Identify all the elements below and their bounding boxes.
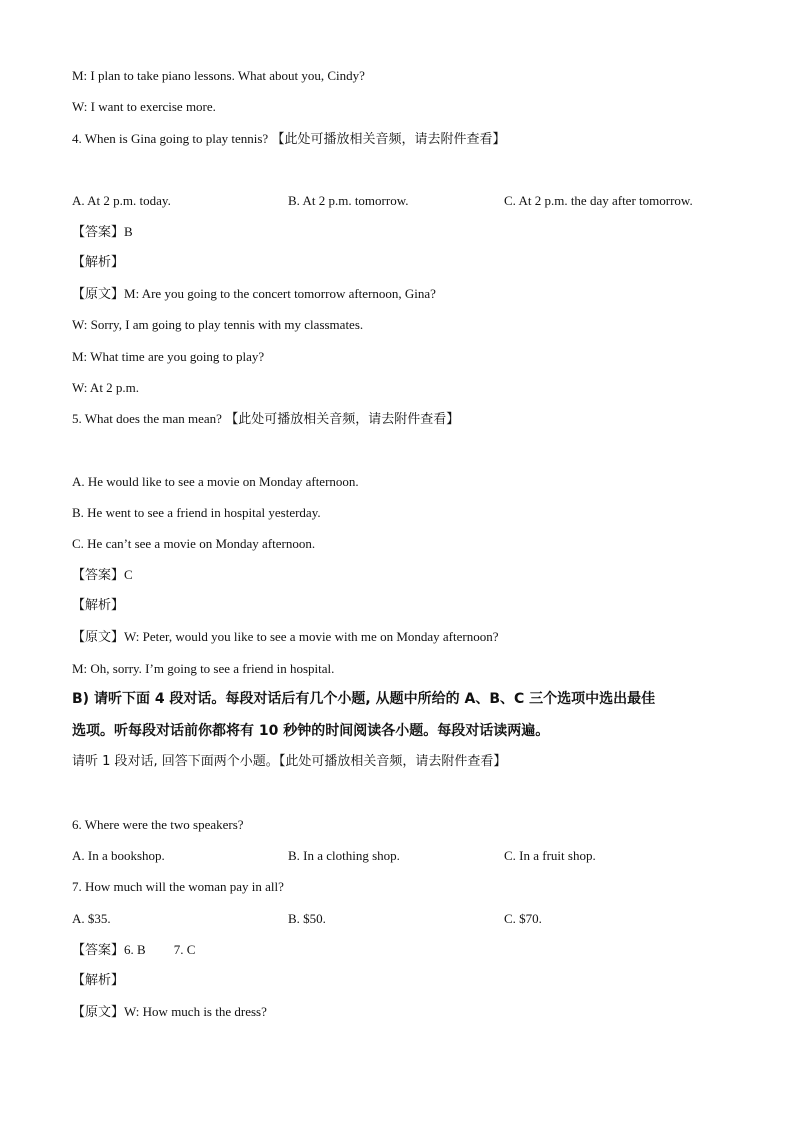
analysis-label: 【解析】 [72,598,125,613]
question-text: 5. What does the man mean? [72,411,222,426]
answer-value: B [124,224,133,239]
answer-label: 【答案】 [72,943,125,958]
question-7: 7. How much will the woman pay in all? [72,879,284,894]
section-b-instructions: 选项。听每段对话前你都将有 10 秒钟的时间阅读各小题。每段对话读两遍。 [72,723,550,739]
transcript-line [72,285,436,304]
transcript-line: M: Oh, sorry. I’m going to see a friend in hospital. [72,661,335,676]
option-a: A. $35. [72,911,111,926]
option-a: A. He would like to see a movie on Monday afternoon. [72,474,359,489]
option-c: C. $70. [504,911,542,926]
transcript-line: W: Sorry, I am going to play tennis with my classmates. [72,317,364,332]
dialog-line: W: I want to exercise more. [72,99,216,114]
option-a: A. In a bookshop. [72,848,165,863]
transcript-text: M: Are you going to the concert tomorrow afternoon, Gina? [124,286,436,301]
transcript-line: W: At 2 p.m. [72,380,140,395]
original-label: 【原文】 [72,630,125,645]
analysis-label: 【解析】 [72,255,125,270]
question-4-options [72,192,732,210]
section-b-instructions: B) 请听下面 4 段对话。每段对话后有几个小题, 从题中所给的 A、B、C 三个选项中选出最佳 [72,691,656,707]
option-b: B. At 2 p.m. tomorrow. [288,193,409,208]
option-b: B. $50. [288,911,326,926]
question-7-options [72,910,732,928]
audio-note-link[interactable]: 【此处可播放相关音频，请去附件查看】 [271,132,506,147]
transcript-text: W: How much is the dress? [124,1004,267,1019]
option-c: C. At 2 p.m. the day after tomorrow. [504,193,693,208]
transcript-text: W: Peter, would you like to see a movie with me on Monday afternoon? [124,629,499,644]
dialog-intro-text: 请听 1 段对话, 回答下面两个小题。 [72,754,279,769]
original-label: 【原文】 [72,1005,125,1020]
answer-row [72,941,195,960]
option-c: C. He can’t see a movie on Monday afternoon. [72,536,316,551]
answer-row [72,223,133,242]
answer-value: 7. C [173,942,196,957]
question-text: 4. When is Gina going to play tennis? [72,131,269,146]
transcript-line [72,1003,267,1022]
dialog-line: M: I plan to take piano lessons. What about you, Cindy? [72,68,365,83]
transcript-line [72,628,498,647]
option-a: A. At 2 p.m. today. [72,193,171,208]
audio-note-link[interactable]: 【此处可播放相关音频，请去附件查看】 [225,412,460,427]
original-label: 【原文】 [72,287,125,302]
answer-value: 6. B [124,942,146,957]
option-b: B. In a clothing shop. [288,848,400,863]
option-c: C. In a fruit shop. [504,848,596,863]
dialog-intro [72,753,506,771]
answer-row [72,566,133,585]
question-5 [72,410,459,429]
question-6-options [72,847,732,865]
option-b: B. He went to see a friend in hospital yesterday. [72,505,321,520]
answer-label: 【答案】 [72,225,125,240]
question-4 [72,130,505,149]
transcript-line: M: What time are you going to play? [72,349,265,364]
analysis-label: 【解析】 [72,973,125,988]
answer-label: 【答案】 [72,568,125,583]
answer-value: C [124,567,133,582]
question-6: 6. Where were the two speakers? [72,817,244,832]
audio-note-link[interactable]: 【此处可播放相关音频，请去附件查看】 [278,754,507,769]
